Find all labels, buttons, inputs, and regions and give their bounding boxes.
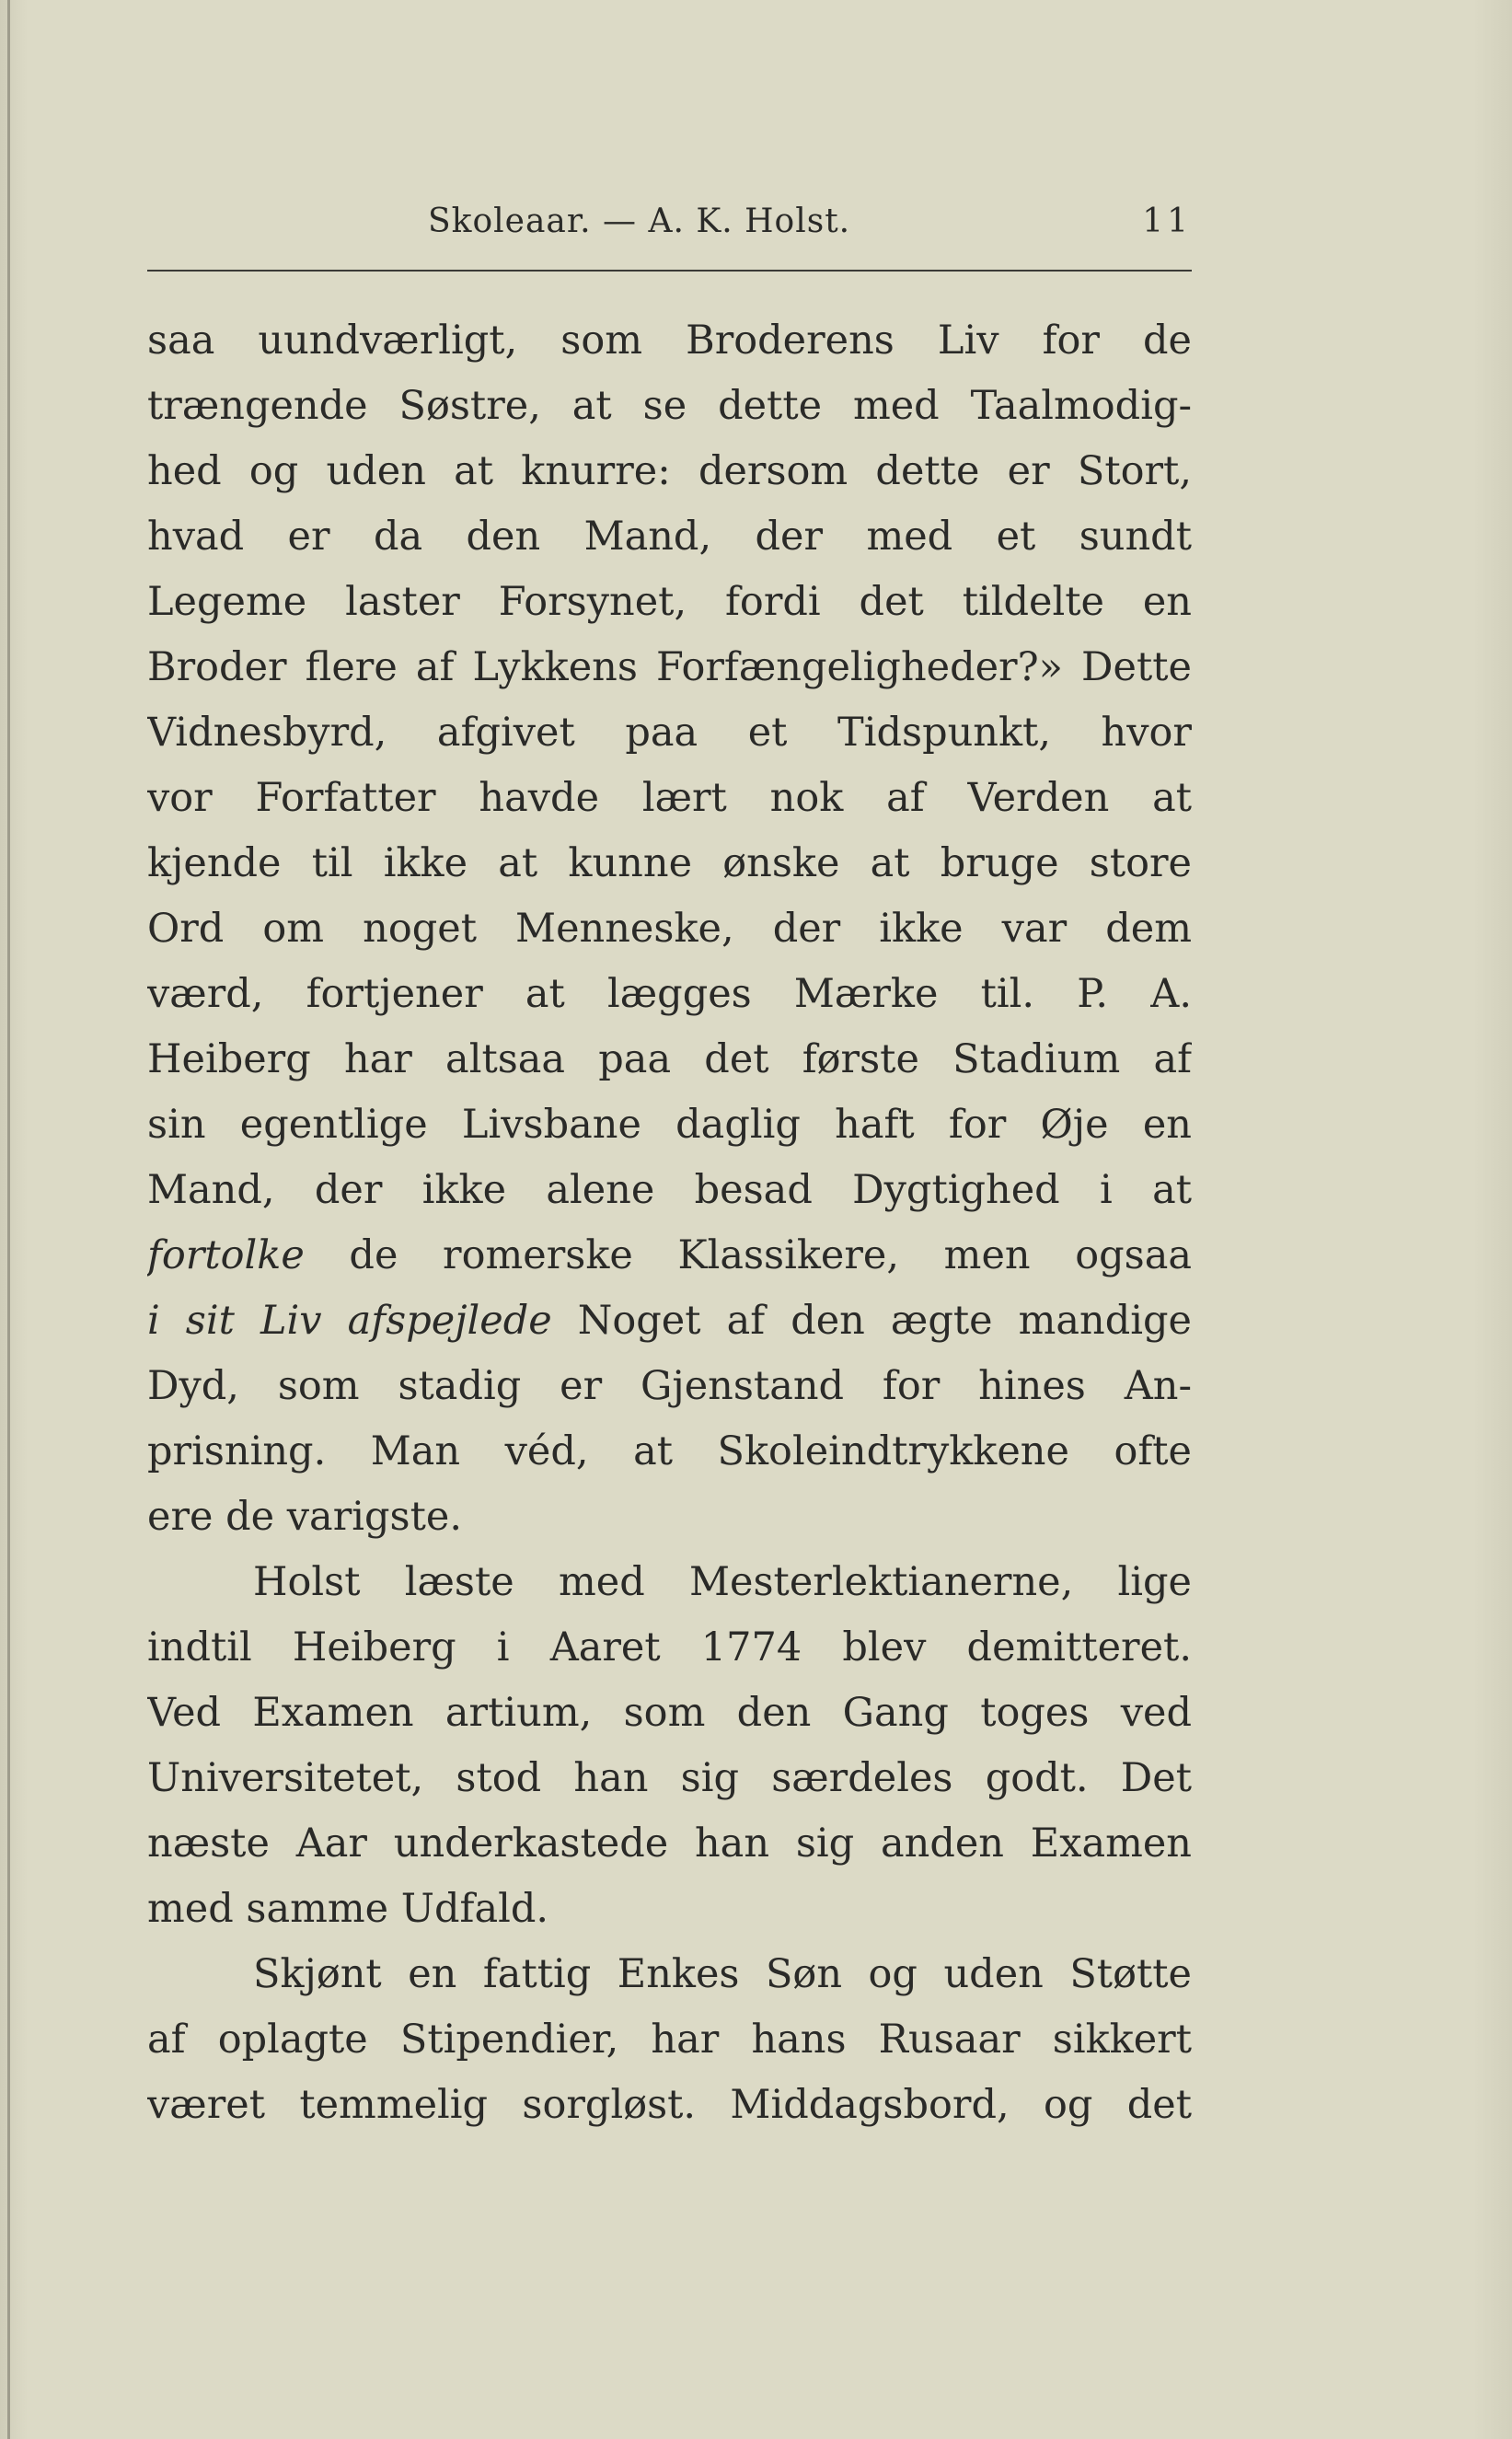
text-line: hed og uden at knurre: dersom dette er Stort,	[147, 448, 1192, 494]
text-line: Universitetet, stod han sig særdeles godt. Det	[147, 1755, 1192, 1801]
text-line: vor Forfatter havde lært nok af Verden at	[147, 775, 1192, 821]
text-line: Ved Examen artium, som den Gang toges ved	[147, 1690, 1192, 1736]
text-line	[147, 1223, 1192, 1289]
text-line	[147, 1289, 1192, 1354]
text-line: hvad er da den Mand, der med et sundt	[147, 514, 1192, 560]
italic-text: i sit Liv afspejlede	[147, 1298, 552, 1344]
text-line: med samme Udfald.	[147, 1886, 549, 1932]
text-line: ere de varigste.	[147, 1494, 462, 1540]
text-run: Noget af den ægte mandige	[551, 1298, 1192, 1344]
text-line: af oplagte Stipendier, har hans Rusaar sikkert	[147, 2017, 1192, 2063]
page-edge	[7, 0, 10, 2439]
body-text	[147, 308, 1192, 2138]
text-line: værd, fortjener at lægges Mærke til. P. A.	[147, 971, 1192, 1017]
text-line: Heiberg har altsaa paa det første Stadium af	[147, 1036, 1192, 1082]
text-line: indtil Heiberg i Aaret 1774 blev demitteret.	[147, 1624, 1192, 1670]
text-line: saa uundværligt, som Broderens Liv for de	[147, 318, 1192, 364]
text-line: været temmelig sorgløst. Middagsbord, og det	[147, 2082, 1192, 2128]
text-line: sin egentlige Livsbane daglig haft for Øje en	[147, 1102, 1192, 1148]
text-line: Vidnesbyrd, afgivet paa et Tidspunkt, hvor	[147, 710, 1192, 756]
text-run: de romerske Klassikere, men ogsaa	[304, 1232, 1192, 1278]
text-line: Dyd, som stadig er Gjenstand for hines An-	[147, 1363, 1192, 1409]
italic-text: fortolke	[147, 1232, 305, 1278]
paragraph-start: Holst læste med Mesterlektianerne, lige	[253, 1559, 1192, 1605]
paragraph-start: Skjønt en fattig Enkes Søn og uden Støtte	[253, 1951, 1192, 1997]
text-line: trængende Søstre, at se dette med Taalmodig-	[147, 383, 1192, 429]
text-line: Mand, der ikke alene besad Dygtighed i at	[147, 1167, 1192, 1213]
text-line: prisning. Man véd, at Skoleindtrykkene ofte	[147, 1428, 1192, 1474]
text-line: næste Aar underkastede han sig anden Examen	[147, 1821, 1192, 1867]
header-title: Skoleaar. — A. K. Holst.	[428, 202, 851, 240]
text-line: Legeme laster Forsynet, fordi det tildelte en	[147, 579, 1192, 625]
page-number: 11	[1142, 202, 1192, 240]
text-line: Broder flere af Lykkens Forfængeligheder?» Dette	[147, 644, 1192, 690]
running-header	[147, 193, 1192, 249]
text-line: Ord om noget Menneske, der ikke var dem	[147, 906, 1192, 952]
text-line: kjende til ikke at kunne ønske at bruge store	[147, 840, 1192, 886]
header-rule	[147, 270, 1192, 272]
